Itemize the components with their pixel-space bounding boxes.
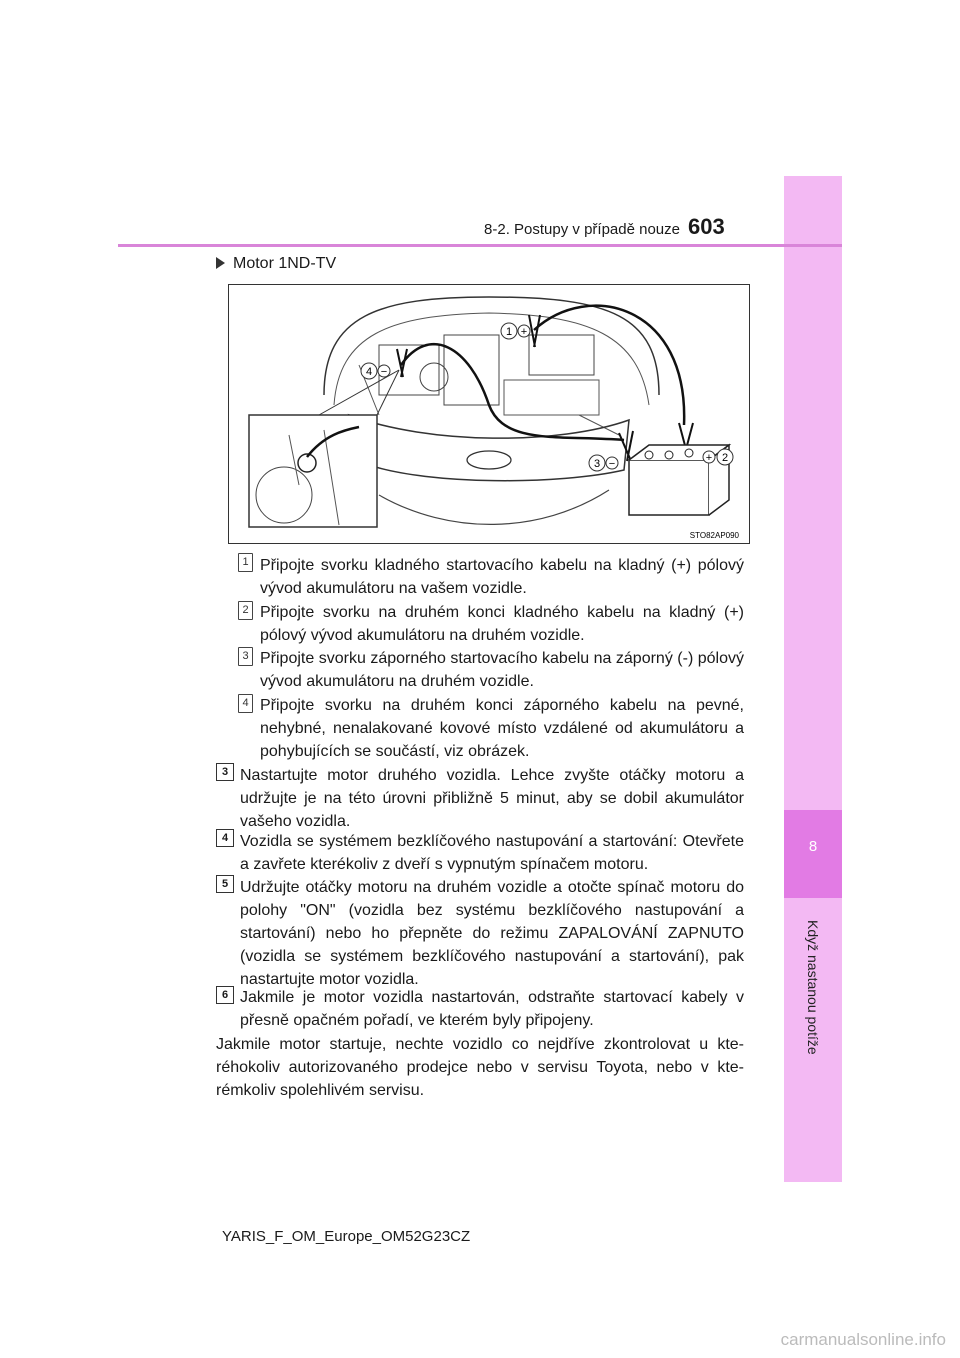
label-3	[589, 455, 618, 471]
page-number: 603	[688, 214, 725, 239]
step-number: 3	[216, 763, 234, 781]
step-5-text: Udržujte otáčky motoru na druhém vozidle a otočte spínač motoru do polohy "ON" (vozidla bez systému bezklíčového nastupování a startování) nebo ho přepněte do režimu ZAPALOVÁNÍ ZAPNUTO (vozidla se systémem bezklíčového nastupování a startování), pak nastartujte motor vozidla.	[240, 879, 744, 988]
svg-text:3: 3	[593, 458, 601, 470]
step-3-text: Nastartujte motor druhého vozidla. Lehce zvyšte otáčky motoru a udržujte je na této úrovni přibližně 5 minut, aby se dobil akumulátor vašeho vozidla.	[240, 767, 744, 830]
jump-start-figure	[228, 284, 750, 544]
step-6-text: Jakmile je motor vozidla nastartován, odstraňte startovací kabely v přesně opačném pořadí, ve kterém byly připojeny.	[240, 989, 744, 1029]
chapter-number: 8	[808, 838, 818, 855]
step-number: 6	[216, 986, 234, 1004]
sub-item-3-text: Připojte svorku záporného startovacího kabelu na záporný (-) pólový vývod akumulátoru na druhém vozidle.	[260, 650, 744, 690]
sub-item-number: 1	[238, 553, 253, 572]
svg-text:1: 1	[505, 326, 513, 338]
subheading-text: Motor 1ND-TV	[233, 255, 337, 272]
triangle-bullet-icon	[216, 257, 225, 269]
sub-item-2-text: Připojte svorku na druhém konci kladného kabelu na kladný (+) pólový vývod akumulátoru na druhém vozidle.	[260, 604, 744, 644]
svg-text:+: +	[520, 326, 528, 338]
svg-text:+: +	[705, 452, 713, 464]
step-number: 4	[216, 829, 234, 847]
sub-item-1-text: Připojte svorku kladného startovacího kabelu na kladný (+) pólový vývod akumulátoru na vašem vozidle.	[260, 557, 744, 597]
engine-bay-illustration	[229, 285, 749, 543]
step-number: 5	[216, 875, 234, 893]
step-4-text: Vozidla se systémem bezklíčového nastupování a startování: Otevřete a zavřete kterékoliv z dveří s vypnutým spínačem motoru.	[240, 833, 744, 873]
svg-text:−: −	[608, 458, 616, 470]
svg-text:−: −	[380, 366, 388, 378]
sub-item-4-text: Připojte svorku na druhém konci záporného kabelu na pevné, nehybné, nenalakované kovové místo vzdálené od akumulátoru a pohybujících se součástí, viz obrázek.	[260, 697, 744, 760]
label-1	[501, 323, 530, 339]
subheading	[216, 255, 336, 273]
closing-paragraph: Jakmile motor startuje, nechte vozidlo co nejdříve zkontrolovat u kteréhokoliv autorizovaného prodejce nebo v servisu Toyota, nebo v kterémkoliv spolehlivém servisu.	[216, 1036, 744, 1099]
svg-text:2: 2	[721, 452, 729, 464]
sub-item-number: 3	[238, 647, 253, 666]
watermark: carmanualsonline.info	[780, 1330, 946, 1349]
header-divider	[118, 244, 842, 247]
svg-text:4: 4	[365, 366, 373, 378]
label-4	[361, 363, 390, 379]
sub-item-number: 4	[238, 694, 253, 713]
sub-item-number: 2	[238, 601, 253, 620]
document-footer: YARIS_F_OM_Europe_OM52G23CZ	[222, 1228, 471, 1245]
section-title: 8-2. Postupy v případě nouze	[484, 221, 680, 238]
chapter-title: Když nastanou potíže	[805, 920, 821, 1055]
figure-code: STO82AP090	[689, 531, 739, 540]
